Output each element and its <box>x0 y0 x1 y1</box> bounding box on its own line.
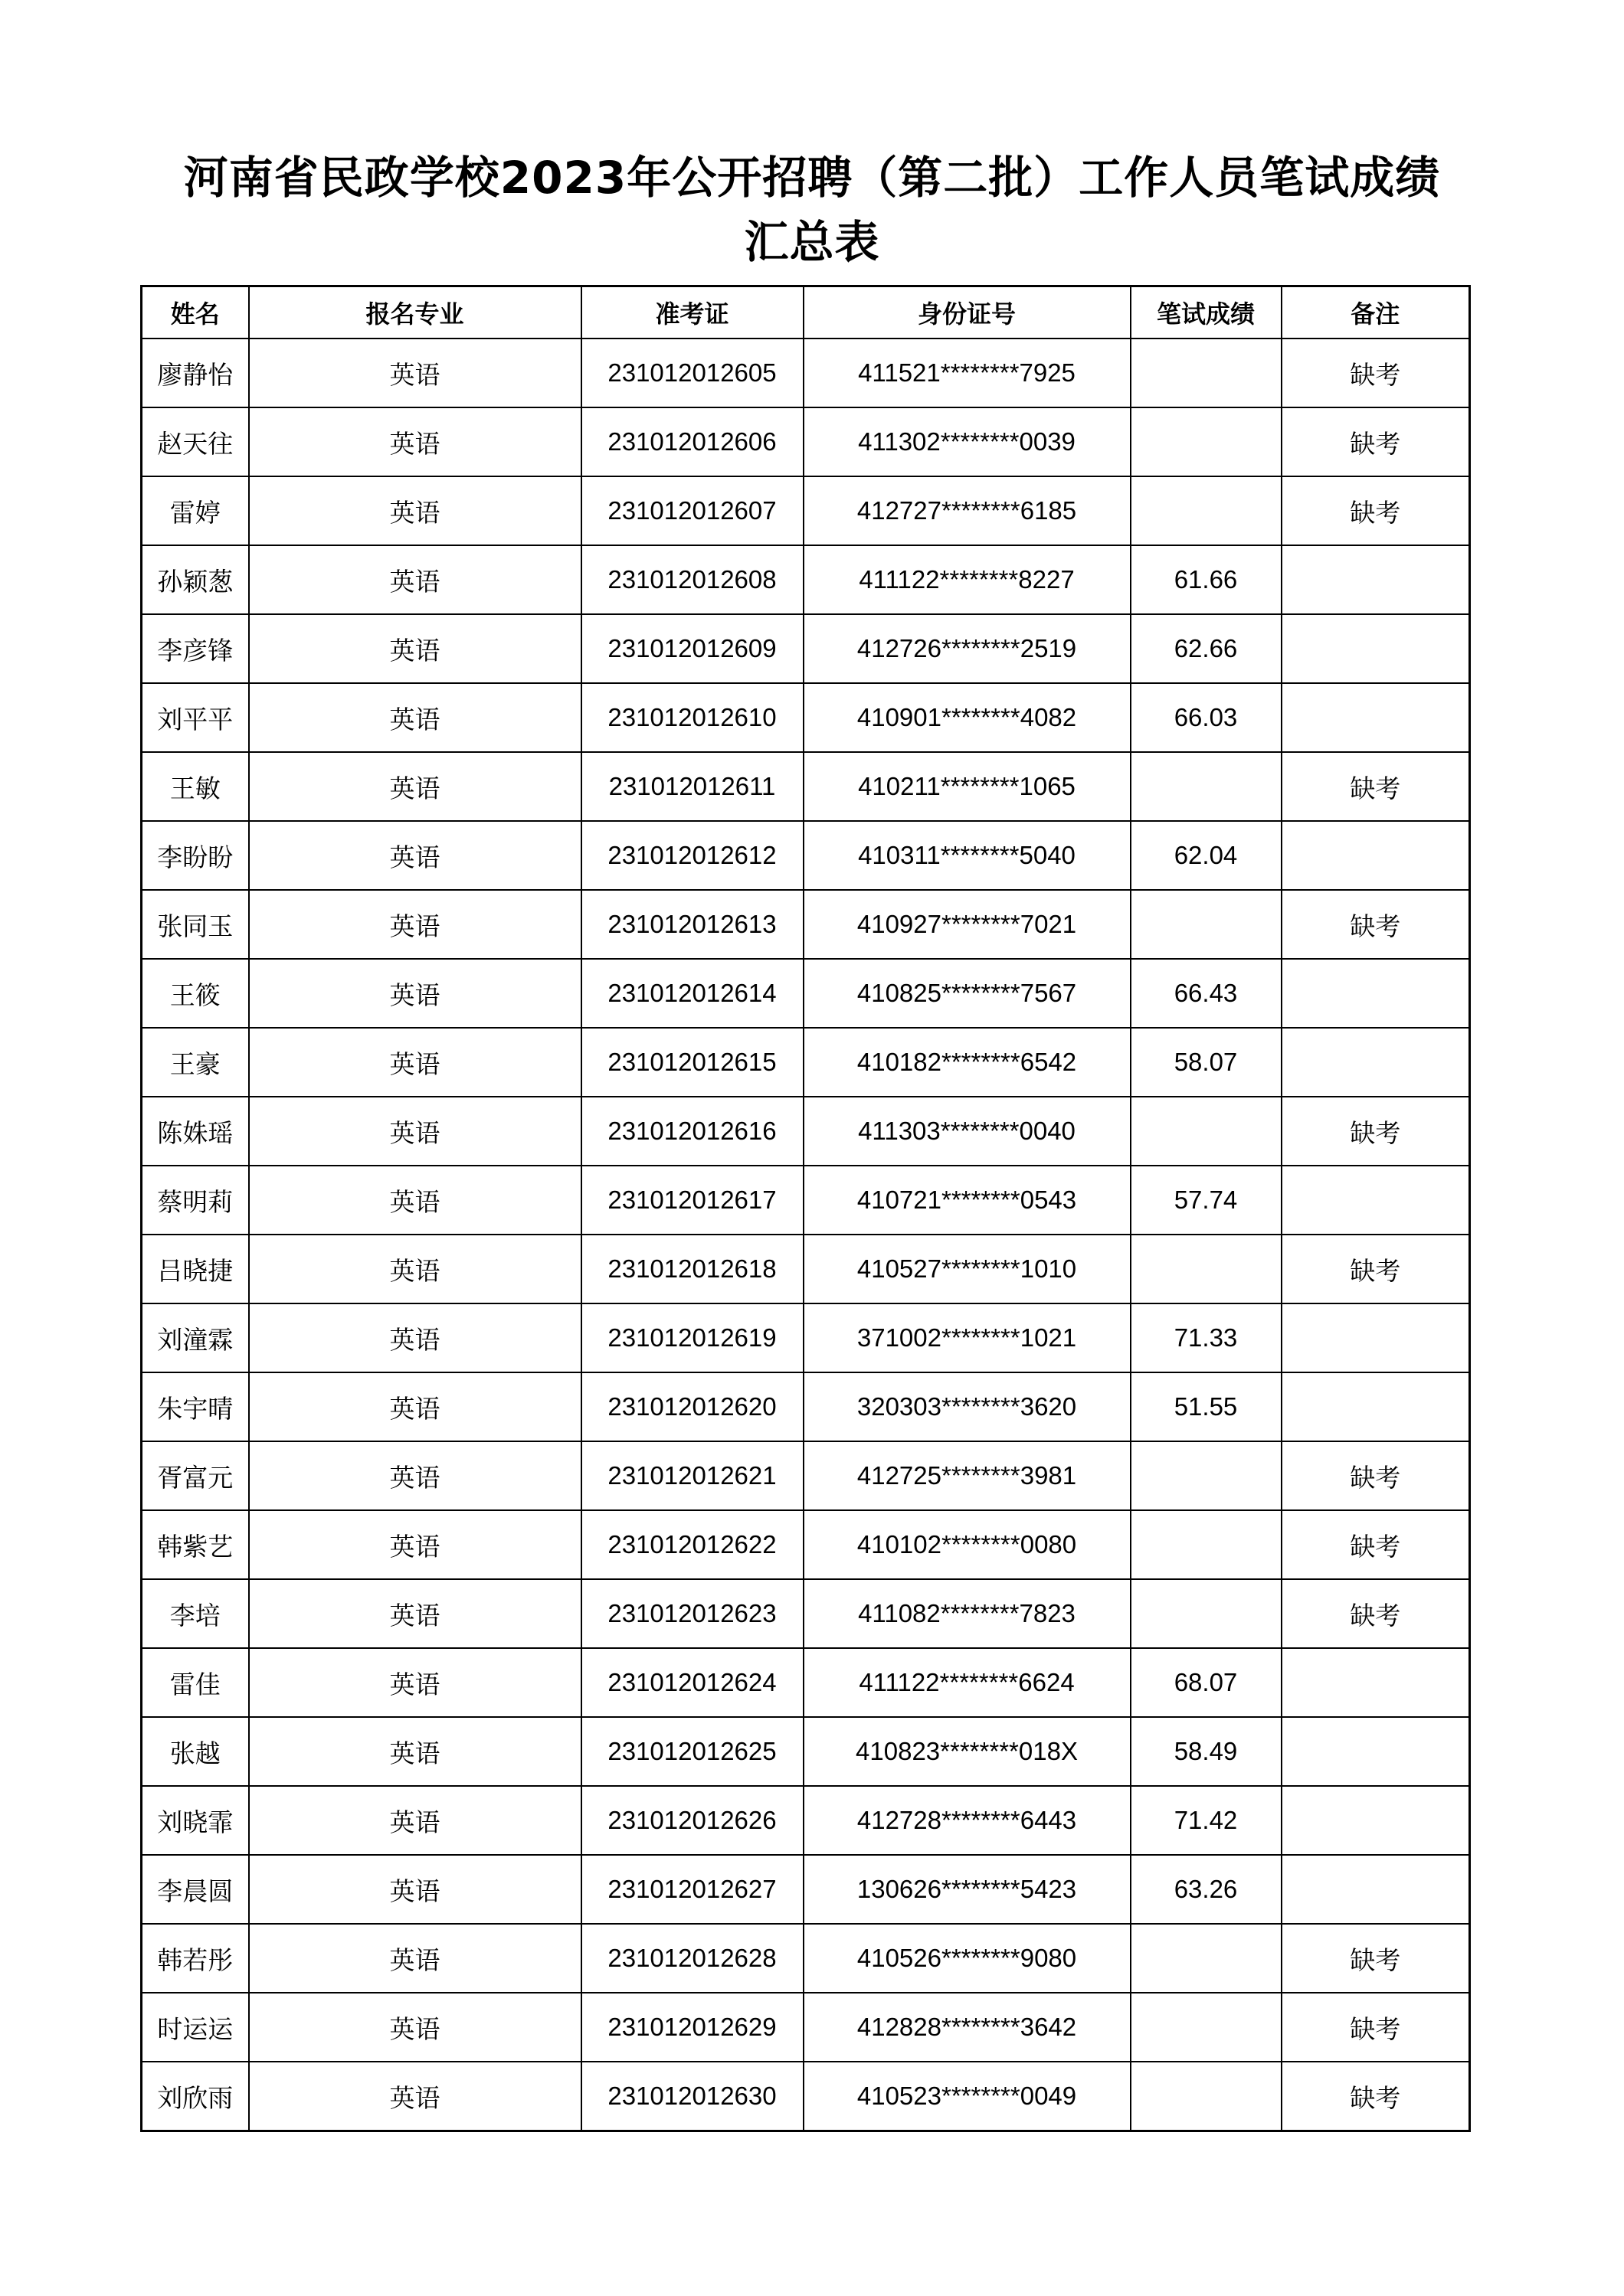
cell-name: 李晨圆 <box>142 1855 249 1924</box>
cell-score: 58.07 <box>1131 1028 1282 1097</box>
cell-major: 英语 <box>249 1166 581 1235</box>
cell-name: 刘潼霖 <box>142 1303 249 1372</box>
cell-score <box>1131 1235 1282 1303</box>
cell-id-no: 411122********8227 <box>804 545 1131 614</box>
cell-score: 66.43 <box>1131 959 1282 1028</box>
cell-note: 缺考 <box>1282 1924 1470 1993</box>
cell-exam-no: 231012012618 <box>581 1235 804 1303</box>
header-id-no: 身份证号 <box>804 286 1131 339</box>
document-title <box>0 146 1624 274</box>
cell-exam-no: 231012012622 <box>581 1510 804 1579</box>
cell-name: 刘欣雨 <box>142 2062 249 2131</box>
cell-major: 英语 <box>249 1235 581 1303</box>
cell-score: 66.03 <box>1131 683 1282 752</box>
cell-exam-no: 231012012614 <box>581 959 804 1028</box>
table-row <box>142 1579 1470 1648</box>
table-row <box>142 959 1470 1028</box>
cell-name: 刘平平 <box>142 683 249 752</box>
cell-note <box>1282 1028 1470 1097</box>
cell-exam-no: 231012012615 <box>581 1028 804 1097</box>
cell-major: 英语 <box>249 1510 581 1579</box>
cell-name: 李培 <box>142 1579 249 1648</box>
cell-name: 李彦锋 <box>142 614 249 683</box>
cell-exam-no: 231012012624 <box>581 1648 804 1717</box>
cell-id-no: 320303********3620 <box>804 1372 1131 1441</box>
cell-exam-no: 231012012616 <box>581 1097 804 1166</box>
cell-id-no: 412725********3981 <box>804 1441 1131 1510</box>
table-row <box>142 1235 1470 1303</box>
cell-exam-no: 231012012612 <box>581 821 804 890</box>
cell-major: 英语 <box>249 683 581 752</box>
cell-exam-no: 231012012627 <box>581 1855 804 1924</box>
header-score: 笔试成绩 <box>1131 286 1282 339</box>
cell-exam-no: 231012012619 <box>581 1303 804 1372</box>
title-line-1: 河南省民政学校2023年公开招聘（第二批）工作人员笔试成绩 <box>183 152 1441 204</box>
cell-note: 缺考 <box>1282 1510 1470 1579</box>
table-row <box>142 1993 1470 2062</box>
table-row <box>142 821 1470 890</box>
cell-major: 英语 <box>249 1855 581 1924</box>
cell-id-no: 410311********5040 <box>804 821 1131 890</box>
table-row <box>142 890 1470 959</box>
cell-name: 雷佳 <box>142 1648 249 1717</box>
table-row <box>142 1441 1470 1510</box>
cell-score <box>1131 339 1282 407</box>
cell-score: 57.74 <box>1131 1166 1282 1235</box>
cell-exam-no: 231012012620 <box>581 1372 804 1441</box>
cell-major: 英语 <box>249 752 581 821</box>
table-row <box>142 2062 1470 2131</box>
cell-exam-no: 231012012630 <box>581 2062 804 2131</box>
cell-note: 缺考 <box>1282 890 1470 959</box>
cell-major: 英语 <box>249 407 581 476</box>
cell-id-no: 412728********6443 <box>804 1786 1131 1855</box>
cell-major: 英语 <box>249 1028 581 1097</box>
cell-note <box>1282 614 1470 683</box>
cell-note <box>1282 1372 1470 1441</box>
cell-name: 王筱 <box>142 959 249 1028</box>
cell-score <box>1131 1924 1282 1993</box>
cell-note: 缺考 <box>1282 339 1470 407</box>
cell-exam-no: 231012012609 <box>581 614 804 683</box>
cell-note <box>1282 1717 1470 1786</box>
cell-score <box>1131 1097 1282 1166</box>
cell-major: 英语 <box>249 614 581 683</box>
header-major: 报名专业 <box>249 286 581 339</box>
cell-score: 58.49 <box>1131 1717 1282 1786</box>
cell-name: 廖静怡 <box>142 339 249 407</box>
cell-score: 68.07 <box>1131 1648 1282 1717</box>
cell-id-no: 412727********6185 <box>804 476 1131 545</box>
cell-name: 吕晓捷 <box>142 1235 249 1303</box>
cell-score <box>1131 1579 1282 1648</box>
cell-name: 孙颖葱 <box>142 545 249 614</box>
cell-score <box>1131 407 1282 476</box>
cell-exam-no: 231012012621 <box>581 1441 804 1510</box>
cell-note <box>1282 683 1470 752</box>
table-row <box>142 1855 1470 1924</box>
cell-id-no: 411302********0039 <box>804 407 1131 476</box>
cell-exam-no: 231012012606 <box>581 407 804 476</box>
cell-score: 62.66 <box>1131 614 1282 683</box>
header-exam-no: 准考证 <box>581 286 804 339</box>
table-row <box>142 1028 1470 1097</box>
cell-major: 英语 <box>249 890 581 959</box>
cell-exam-no: 231012012610 <box>581 683 804 752</box>
cell-score: 71.42 <box>1131 1786 1282 1855</box>
cell-note: 缺考 <box>1282 1235 1470 1303</box>
cell-name: 陈姝瑶 <box>142 1097 249 1166</box>
cell-exam-no: 231012012611 <box>581 752 804 821</box>
cell-score <box>1131 1993 1282 2062</box>
cell-note <box>1282 1166 1470 1235</box>
cell-note <box>1282 1303 1470 1372</box>
cell-note: 缺考 <box>1282 1579 1470 1648</box>
header-name: 姓名 <box>142 286 249 339</box>
table-row <box>142 683 1470 752</box>
cell-score: 62.04 <box>1131 821 1282 890</box>
cell-score: 63.26 <box>1131 1855 1282 1924</box>
cell-note <box>1282 1855 1470 1924</box>
table-row <box>142 1372 1470 1441</box>
cell-note: 缺考 <box>1282 1441 1470 1510</box>
cell-name: 雷婷 <box>142 476 249 545</box>
cell-major: 英语 <box>249 1097 581 1166</box>
cell-exam-no: 231012012605 <box>581 339 804 407</box>
cell-score <box>1131 752 1282 821</box>
cell-id-no: 410901********4082 <box>804 683 1131 752</box>
cell-note: 缺考 <box>1282 1993 1470 2062</box>
table-row <box>142 1648 1470 1717</box>
cell-name: 刘晓霏 <box>142 1786 249 1855</box>
cell-name: 韩紫艺 <box>142 1510 249 1579</box>
title-line-2: 汇总表 <box>744 216 880 268</box>
table-row <box>142 476 1470 545</box>
table-row <box>142 339 1470 407</box>
cell-note: 缺考 <box>1282 476 1470 545</box>
cell-note: 缺考 <box>1282 752 1470 821</box>
table-row <box>142 545 1470 614</box>
cell-note: 缺考 <box>1282 1097 1470 1166</box>
score-table <box>140 285 1471 2132</box>
cell-major: 英语 <box>249 1786 581 1855</box>
cell-major: 英语 <box>249 1993 581 2062</box>
cell-name: 赵天往 <box>142 407 249 476</box>
table-row <box>142 1097 1470 1166</box>
table-header-row <box>142 286 1470 339</box>
cell-id-no: 371002********1021 <box>804 1303 1131 1372</box>
cell-name: 李盼盼 <box>142 821 249 890</box>
cell-score <box>1131 890 1282 959</box>
cell-major: 英语 <box>249 1303 581 1372</box>
cell-exam-no: 231012012626 <box>581 1786 804 1855</box>
cell-name: 蔡明莉 <box>142 1166 249 1235</box>
cell-major: 英语 <box>249 1924 581 1993</box>
header-note: 备注 <box>1282 286 1470 339</box>
table-row <box>142 1303 1470 1372</box>
cell-exam-no: 231012012607 <box>581 476 804 545</box>
table-row <box>142 1510 1470 1579</box>
cell-id-no: 410211********1065 <box>804 752 1131 821</box>
cell-note: 缺考 <box>1282 2062 1470 2131</box>
cell-exam-no: 231012012629 <box>581 1993 804 2062</box>
cell-note: 缺考 <box>1282 407 1470 476</box>
cell-id-no: 411303********0040 <box>804 1097 1131 1166</box>
table-row <box>142 1166 1470 1235</box>
cell-note <box>1282 545 1470 614</box>
cell-major: 英语 <box>249 959 581 1028</box>
cell-major: 英语 <box>249 545 581 614</box>
cell-name: 王豪 <box>142 1028 249 1097</box>
cell-major: 英语 <box>249 2062 581 2131</box>
cell-major: 英语 <box>249 1717 581 1786</box>
cell-major: 英语 <box>249 1372 581 1441</box>
cell-id-no: 411122********6624 <box>804 1648 1131 1717</box>
cell-major: 英语 <box>249 1579 581 1648</box>
cell-id-no: 410927********7021 <box>804 890 1131 959</box>
cell-id-no: 411082********7823 <box>804 1579 1131 1648</box>
cell-name: 韩若彤 <box>142 1924 249 1993</box>
cell-score <box>1131 1441 1282 1510</box>
cell-score: 71.33 <box>1131 1303 1282 1372</box>
table-row <box>142 752 1470 821</box>
cell-exam-no: 231012012608 <box>581 545 804 614</box>
cell-exam-no: 231012012628 <box>581 1924 804 1993</box>
cell-score: 51.55 <box>1131 1372 1282 1441</box>
cell-major: 英语 <box>249 1441 581 1510</box>
cell-name: 时运运 <box>142 1993 249 2062</box>
cell-score: 61.66 <box>1131 545 1282 614</box>
cell-major: 英语 <box>249 1648 581 1717</box>
cell-id-no: 410721********0543 <box>804 1166 1131 1235</box>
cell-id-no: 410825********7567 <box>804 959 1131 1028</box>
cell-id-no: 410526********9080 <box>804 1924 1131 1993</box>
cell-name: 王敏 <box>142 752 249 821</box>
table-row <box>142 614 1470 683</box>
cell-major: 英语 <box>249 339 581 407</box>
cell-major: 英语 <box>249 476 581 545</box>
cell-id-no: 412828********3642 <box>804 1993 1131 2062</box>
cell-exam-no: 231012012623 <box>581 1579 804 1648</box>
cell-id-no: 410523********0049 <box>804 2062 1131 2131</box>
table-row <box>142 1717 1470 1786</box>
cell-major: 英语 <box>249 821 581 890</box>
cell-note <box>1282 959 1470 1028</box>
cell-note <box>1282 1786 1470 1855</box>
table-row <box>142 1924 1470 1993</box>
cell-id-no: 410527********1010 <box>804 1235 1131 1303</box>
table-row <box>142 1786 1470 1855</box>
cell-id-no: 130626********5423 <box>804 1855 1131 1924</box>
cell-note <box>1282 821 1470 890</box>
cell-name: 胥富元 <box>142 1441 249 1510</box>
cell-exam-no: 231012012625 <box>581 1717 804 1786</box>
cell-id-no: 410823********018X <box>804 1717 1131 1786</box>
cell-name: 张同玉 <box>142 890 249 959</box>
cell-id-no: 410102********0080 <box>804 1510 1131 1579</box>
cell-name: 张越 <box>142 1717 249 1786</box>
cell-name: 朱宇晴 <box>142 1372 249 1441</box>
cell-exam-no: 231012012617 <box>581 1166 804 1235</box>
cell-score <box>1131 1510 1282 1579</box>
cell-exam-no: 231012012613 <box>581 890 804 959</box>
table-row <box>142 407 1470 476</box>
cell-id-no: 411521********7925 <box>804 339 1131 407</box>
cell-id-no: 410182********6542 <box>804 1028 1131 1097</box>
cell-note <box>1282 1648 1470 1717</box>
table-body <box>142 339 1470 2131</box>
cell-id-no: 412726********2519 <box>804 614 1131 683</box>
cell-score <box>1131 2062 1282 2131</box>
cell-score <box>1131 476 1282 545</box>
